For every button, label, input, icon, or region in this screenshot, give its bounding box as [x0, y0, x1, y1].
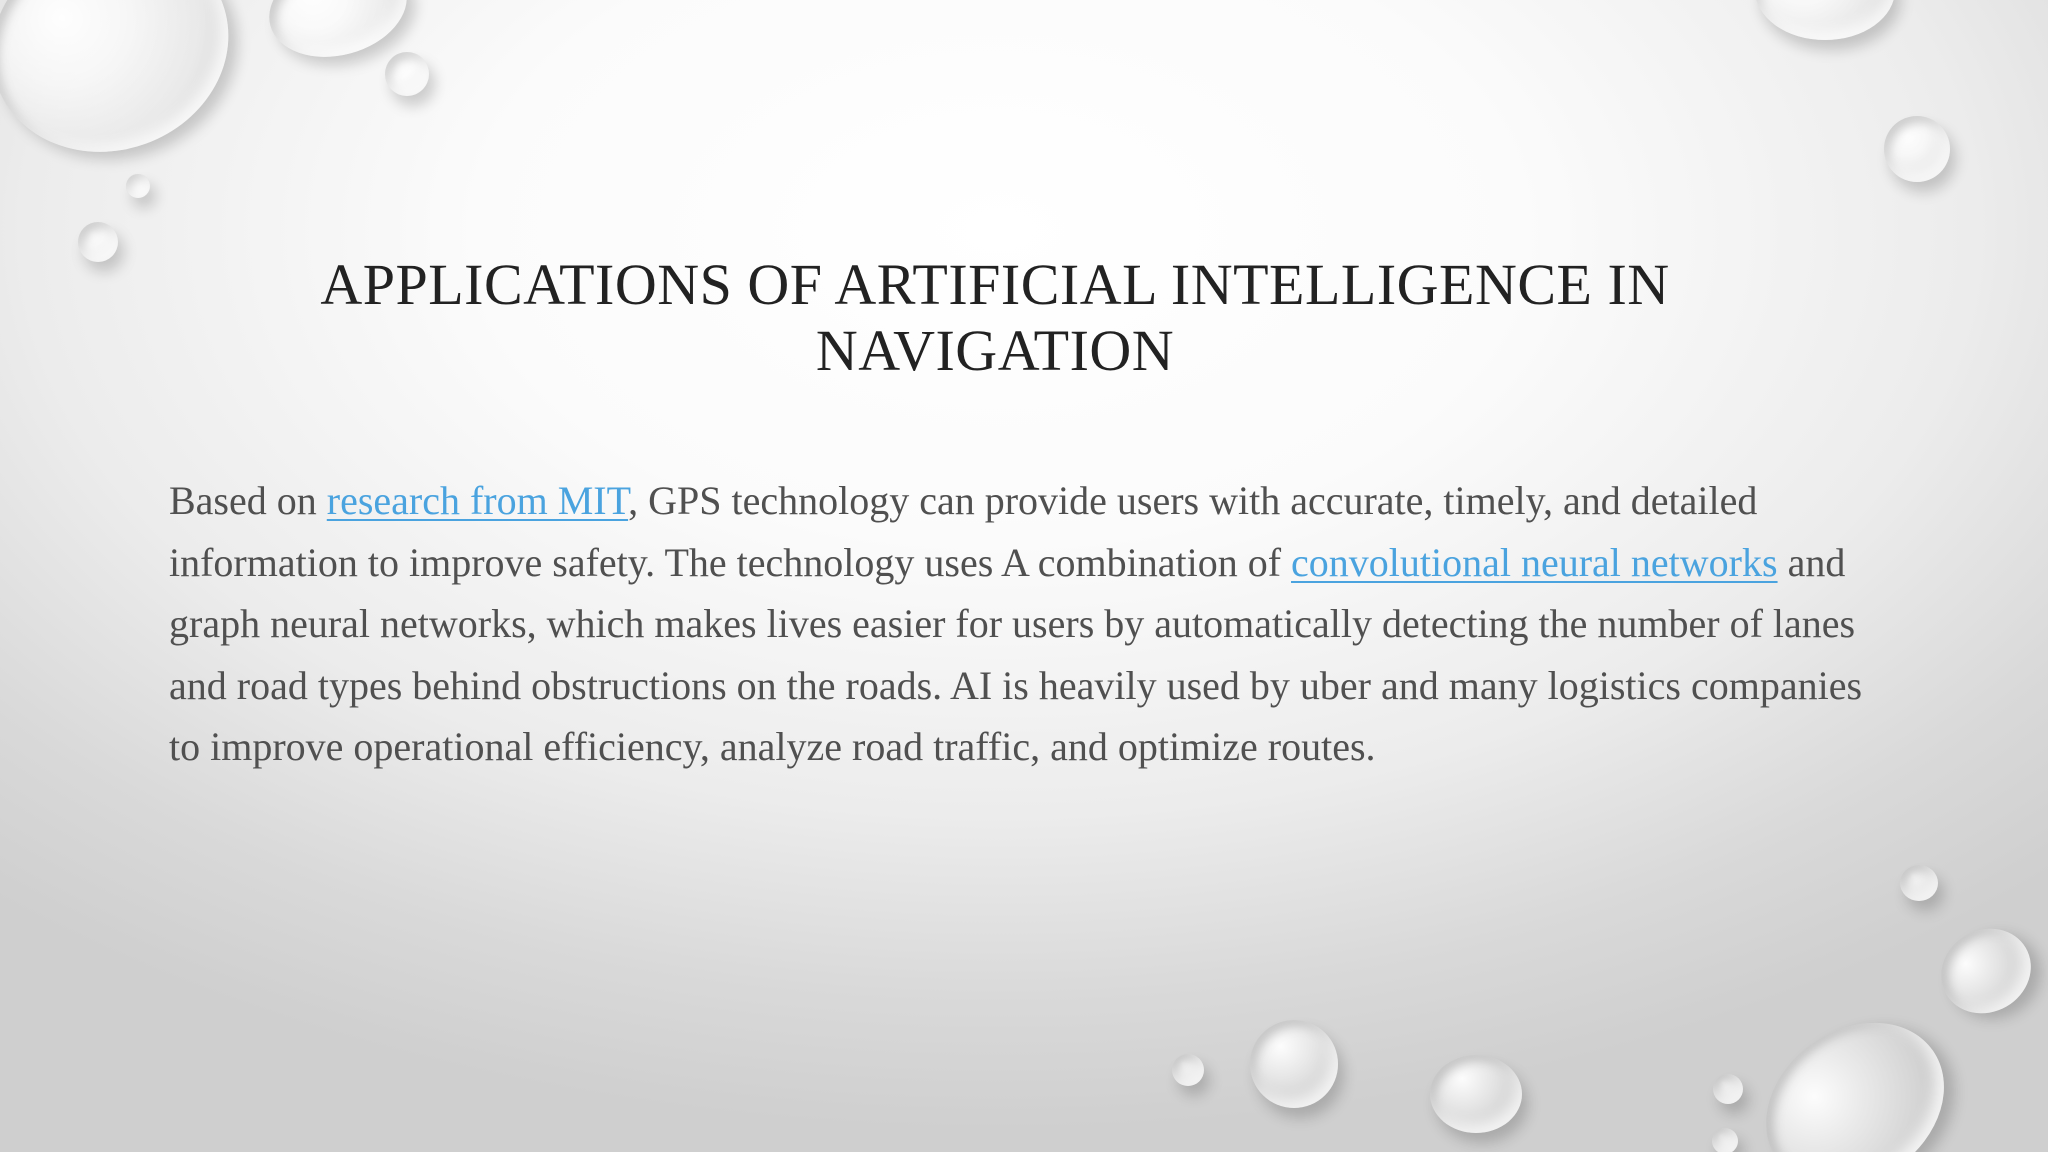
slide-title-line: NAVIGATION [815, 318, 1175, 383]
water-droplet-decoration [1172, 1054, 1204, 1086]
water-droplet-decoration [1884, 116, 1950, 182]
slide-body-paragraph [169, 470, 1889, 778]
water-droplet-decoration [1712, 1128, 1738, 1152]
body-text-segment: , GPS technology can provide users with accurate, timely, and detailed information to improve safety. The technology uses A combination of [169, 478, 1758, 585]
water-droplet-decoration [1926, 912, 2047, 1029]
water-droplet-decoration [1755, 0, 1895, 40]
research-from-mit-link[interactable]: research from MIT [326, 478, 629, 523]
water-droplet-decoration [1713, 1074, 1743, 1104]
convolutional-neural-networks-link[interactable]: convolutional neural networks [1291, 539, 1778, 585]
body-text-segment: Based on [169, 478, 327, 523]
water-droplet-decoration [126, 174, 150, 198]
body-text-segment: and graph neural networks, which makes lives easier for users by automatically detecting the number of lanes and road types behind obstructions on the roads. AI is heavily used by uber and many logistics companies to improve operational efficiency, analyze road traffic, and optimize routes. [169, 539, 1863, 769]
water-droplet-decoration [78, 222, 118, 262]
water-droplet-decoration [385, 52, 429, 96]
water-droplet-decoration [1250, 1020, 1338, 1108]
slide-title-line: APPLICATIONS OF ARTIFICIAL INTELLIGENCE IN [320, 252, 1670, 317]
slide-title [260, 252, 1730, 384]
water-droplet-decoration [1900, 865, 1938, 901]
water-droplet-decoration [0, 0, 259, 185]
water-droplet-decoration [1734, 989, 1976, 1152]
water-droplet-decoration [1430, 1055, 1522, 1133]
